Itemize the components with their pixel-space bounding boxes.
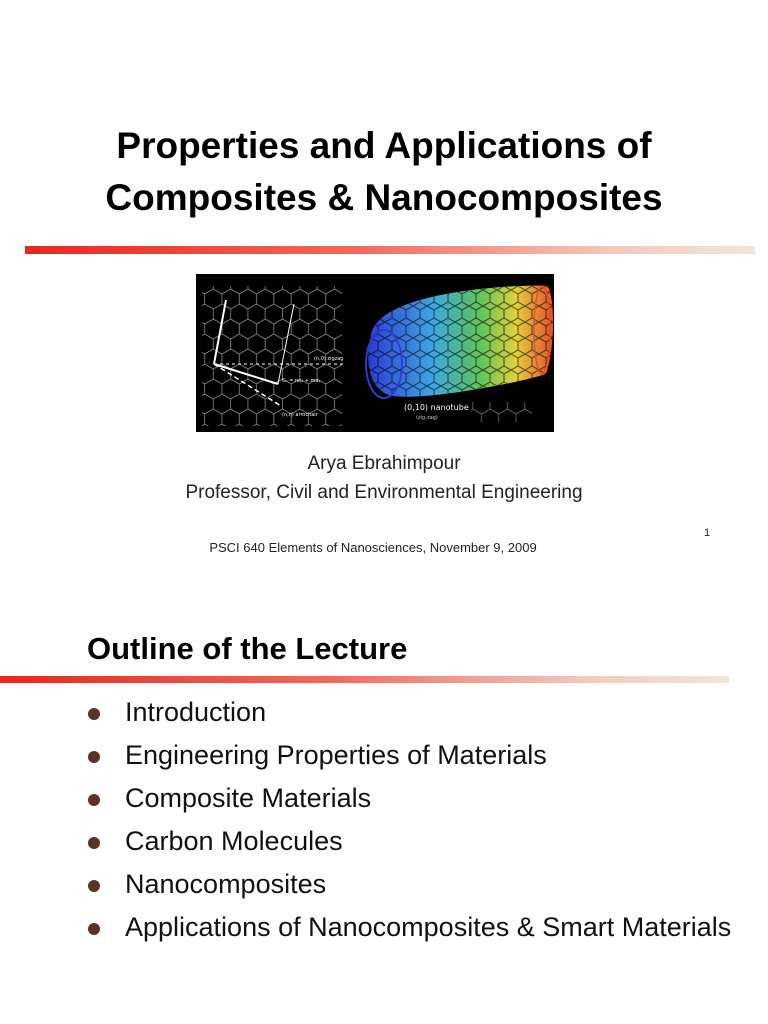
slide-footer: PSCI 640 Elements of Nanosciences, November 9, 2009 bbox=[209, 540, 537, 555]
bullet-icon bbox=[88, 794, 100, 806]
list-item-text: Composite Materials bbox=[125, 783, 372, 813]
nanotube-illustration bbox=[196, 274, 554, 432]
mini-lattice bbox=[470, 402, 532, 422]
author-block bbox=[0, 449, 768, 507]
bullet-icon bbox=[88, 837, 100, 849]
list-item bbox=[88, 866, 748, 903]
title-divider bbox=[25, 246, 755, 254]
list-item-text: Carbon Molecules bbox=[125, 826, 343, 856]
list-item-text: Engineering Properties of Materials bbox=[125, 740, 547, 770]
slide-title-line-2: Composites & Nanocomposites bbox=[105, 177, 663, 218]
armchair-label: (n,n) armchair bbox=[282, 412, 318, 418]
nanotube-sublabel: (zig-zag) bbox=[416, 415, 438, 421]
author-title: Professor, Civil and Environmental Engineering bbox=[185, 482, 583, 503]
page-number: 1 bbox=[704, 527, 711, 539]
list-item bbox=[88, 737, 748, 774]
list-item-text: Nanocomposites bbox=[125, 869, 327, 899]
nanotube-figure bbox=[196, 274, 554, 432]
outline-list bbox=[88, 694, 748, 952]
list-item bbox=[88, 694, 748, 731]
bullet-icon bbox=[88, 751, 100, 763]
list-item-text: Applications of Nanocomposites & Smart Materials bbox=[125, 912, 732, 942]
bullet-icon bbox=[88, 708, 100, 720]
nanotube-label: (0,10) nanotube bbox=[404, 403, 469, 412]
list-item-text: Introduction bbox=[125, 697, 267, 727]
outline-divider bbox=[0, 676, 729, 683]
chiral-vector-label: Cₕ = na₁ + ma₂ bbox=[282, 378, 321, 384]
list-item bbox=[88, 780, 748, 817]
nanotube-cylinder bbox=[366, 286, 553, 398]
outline-title: Outline of the Lecture bbox=[87, 631, 408, 666]
bullet-icon bbox=[88, 923, 100, 935]
slide-title-line-1: Properties and Applications of bbox=[116, 125, 652, 166]
bullet-icon bbox=[88, 880, 100, 892]
list-item bbox=[88, 909, 748, 946]
author-name: Arya Ebrahimpour bbox=[307, 453, 461, 474]
slide-title bbox=[0, 120, 768, 224]
zigzag-label: (n,0) zigzag bbox=[314, 356, 344, 362]
list-item bbox=[88, 823, 748, 860]
